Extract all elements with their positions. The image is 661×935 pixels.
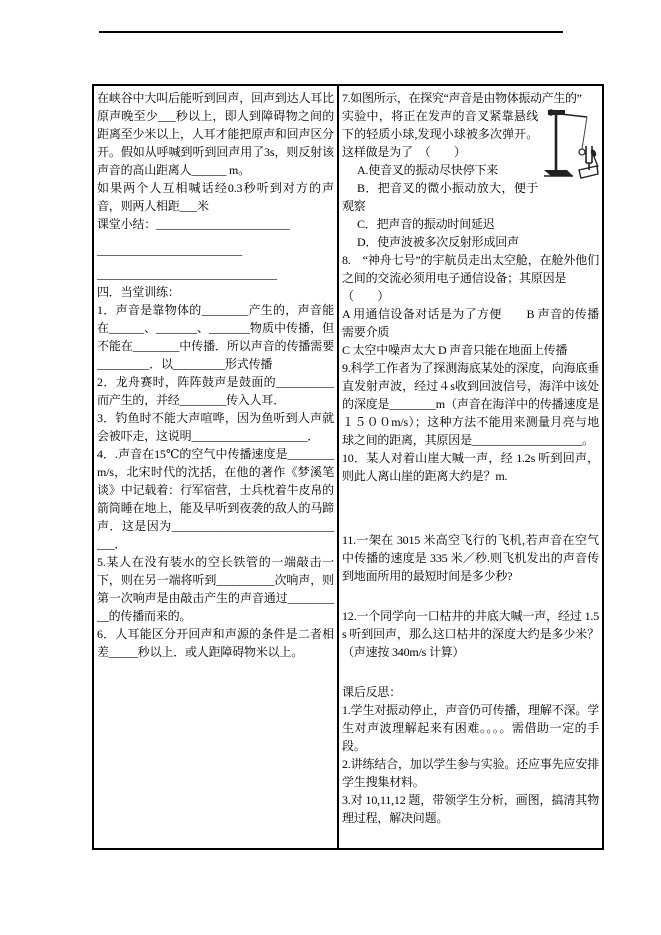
question-8-options-ab: A 用通信设备对话是为了方便 B 声音的传播需要介质: [342, 307, 599, 339]
right-column: [339, 86, 602, 848]
page-header-underline: [99, 31, 563, 33]
question-8-stem: 8. “神舟七号”的宇航员走出太空舱，在舱外他们之间的交流必须用电子通信设备；其原因是: [342, 253, 599, 285]
question-8-answer-parentheses: （ ）: [342, 289, 390, 303]
two-people-shout-text: 如果两个人互相喊话经0.3秒听到对方的声音，则两人相距___米: [97, 181, 334, 213]
question-7-option-b: B．把音叉的微小振动放大，便于观察: [342, 181, 538, 213]
question-1: 1．声音是靠物体的________产生的，声音能在______、_______、_______物质中传播，但不能在________中传播．所以声音的传播需要_________．以_________形式传播: [97, 303, 334, 371]
question-7-option-c: C．把声音的振动时间延迟: [357, 217, 495, 231]
class-summary-label-blank: 课堂小结：_______________________: [97, 217, 290, 231]
question-3: 3．钓鱼时不能大声喧哗，因为鱼听到人声就会被吓走，这说明____________________．: [97, 411, 334, 443]
section-title-class-practice: 四．当堂训练：: [97, 285, 180, 299]
question-2: 2．龙舟赛时，阵阵鼓声是鼓面的__________而产生的，并经________传入人耳．: [97, 375, 334, 407]
worksheet-table: [92, 84, 604, 850]
summary-blank-line-2: _________________________: [97, 243, 243, 257]
question-10: 10．某人对着山崖大喊一声，经 1.2s 听到回声，则此人离山崖的距离大约是？m.: [342, 451, 599, 483]
question-8-options-cd: C 太空中噪声太大 D 声音只能在地面上传播: [342, 343, 568, 357]
echo-intro-text: 在峡谷中大叫后能听到回声，回声到达人耳比原声晚至少___秒以上，即人到障碍物之间的距离至少米以上，人耳才能把原声和回声区分开。假如从呼喊到听到回声用了3s，则反射该声音的高山距离人______ m。: [97, 91, 334, 177]
summary-blank-line-3: _______________________________: [97, 267, 277, 281]
question-4: 4．.声音在15℃的空气中传播速度是________m/s，北宋时代的沈括，在他的著作《梦溪笔谈》中记载着：行军宿营，士兵枕着牛皮帛的箭筒睡在地上，能及早听到夜袭的敌人的马蹄声．这是因为_______________________________．: [97, 447, 334, 551]
after-class-reflection-title: 课后反思：: [342, 685, 402, 699]
tuning-fork-experiment-figure: [542, 108, 599, 180]
reflection-item-1: 1.学生对振动停止，声音仍可传播，理解不深。学生对声波理解起来有困难。。。。需借助一定的手段。: [342, 703, 599, 753]
question-7-line1: 7.如图所示，在探究“声音是由物体振动产生的”: [342, 91, 582, 105]
tuning-fork-apparatus-icon: [542, 108, 599, 180]
question-12: 12.一个同学向一口枯井的井底大喊一声，经过 1.5s 听到回声，那么这口枯井的深度大约是多少米？（声速按 340m/s 计算）: [342, 609, 599, 659]
reflection-item-2: 2.讲练结合，加以学生参与实验。还应事先应安排学生搜集材料。: [342, 757, 599, 789]
question-9: 9.科学工作者为了探测海底某处的深度，向海底垂直发射声波，经过４s收到回波信号，海洋中该处的深度是________m（声音在海洋中的传播速度是１５００m/s）；这种方法不能用来测量月亮与地球之间的距离，其原因是___________________。: [342, 361, 599, 447]
question-11: 11.一架在 3015 米高空飞行的飞机,若声音在空气中传播的速度是 335 米／秒.则飞机发出的声音传到地面所用的最短时间是多少秒?: [342, 533, 599, 583]
reflection-item-3: 3.对 10,11,12 题，带领学生分析，画图，搞清其物理过程，解决问题。: [342, 793, 599, 825]
question-6: 6．人耳能区分开回声和声源的条件是二者相差_____秒以上．或人距障碍物米以上。: [97, 627, 334, 659]
question-7-body: 实验中，将正在发声的音叉紧靠悬线下的轻质小球,发现小球被多次弹开。这样做是为了 （ ）: [342, 109, 538, 159]
question-7-option-d: D．使声波被多次反射形成回声: [357, 235, 519, 249]
left-column: [94, 86, 339, 848]
question-5: 5.某人在没有装水的空长铁管的一端敲击一下，则在另一端将听到__________次响声，则第一次响声是由敲击产生的声音通过__________的传播而来的。: [97, 555, 334, 623]
question-7-option-a: A.使音叉的振动尽快停下来: [357, 163, 499, 177]
